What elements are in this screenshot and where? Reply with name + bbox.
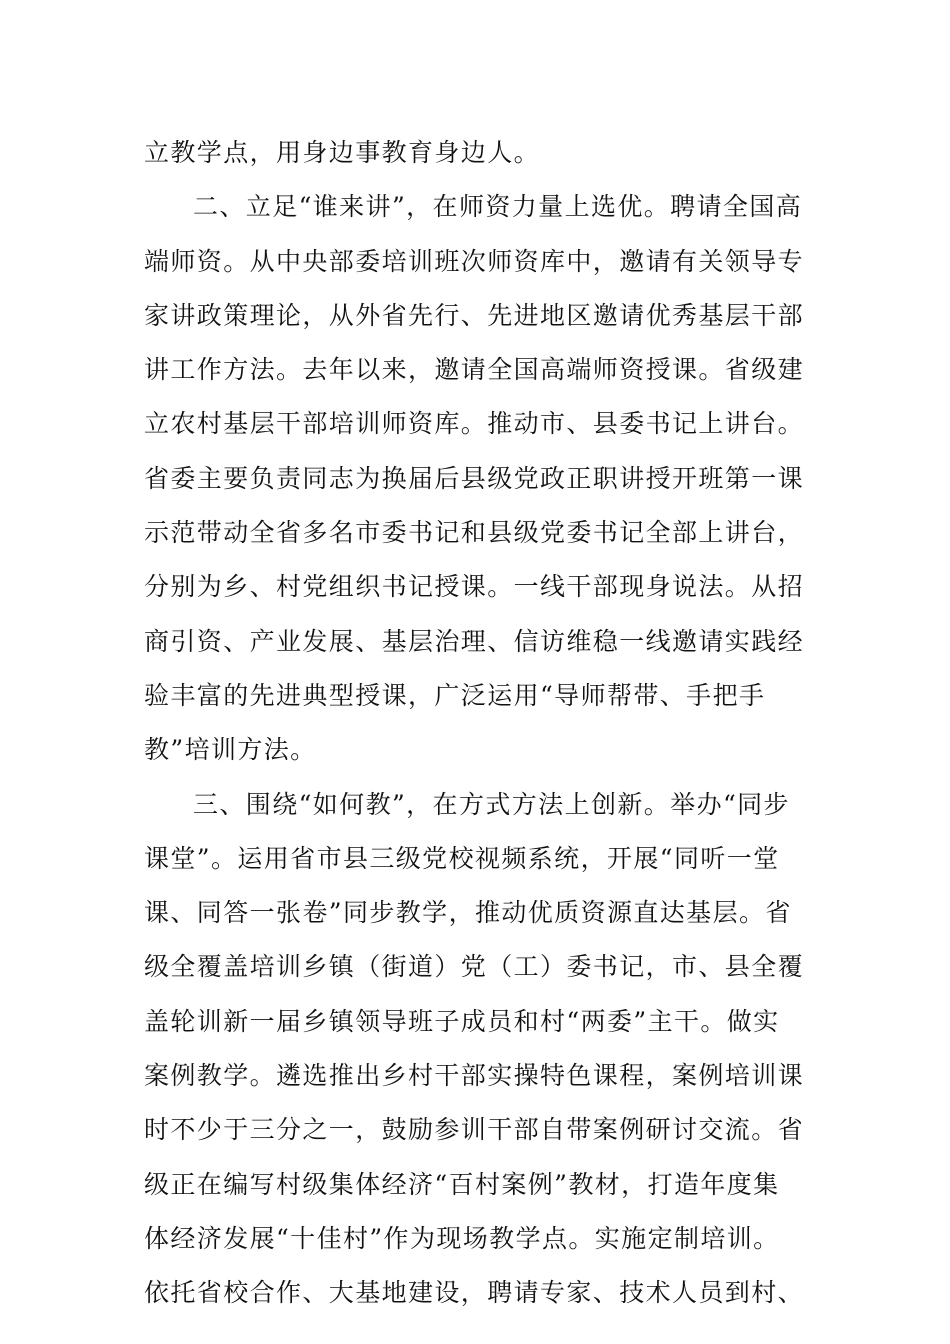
text-line: 课、同答一张卷”同步教学，推动优质资源直达基层。省 xyxy=(144,898,792,928)
text-line: 级全覆盖培训乡镇（街道）党（工）委书记，市、县全覆 xyxy=(144,952,805,982)
text-line: 家讲政策理论，从外省先行、先进地区邀请优秀基层干部 xyxy=(144,300,805,330)
text-line: 立农村基层干部培训师资库。推动市、县委书记上讲台。 xyxy=(144,409,805,439)
text-line: 省委主要负责同志为换届后县级党政正职讲授开班第一课 xyxy=(144,463,805,493)
body-text xyxy=(144,126,814,1321)
text-line: 级正在编写村级集体经济“百村案例”教材，打造年度集 xyxy=(144,1169,780,1199)
text-line: 商引资、产业发展、基层治理、信访维稳一线邀请实践经 xyxy=(144,626,805,656)
paragraph-2-start: 二、立足“谁来讲”，在师资力量上选优。聘请全国高 xyxy=(193,192,803,222)
paragraph-3-start: 三、围绕“如何教”，在方式方法上创新。举办“同步 xyxy=(193,789,790,819)
text-line: 分别为乡、村党组织书记授课。一线干部现身说法。从招 xyxy=(144,572,805,602)
text-line: 案例教学。遴选推出乡村干部实操特色课程，案例培训课 xyxy=(144,1061,805,1091)
text-line: 课堂”。运用省市县三级党校视频系统，开展“同听一堂 xyxy=(144,843,780,873)
text-line: 时不少于三分之一，鼓励参训干部自带案例研讨交流。省 xyxy=(144,1115,805,1145)
text-line: 端师资。从中央部委培训班次师资库中，邀请有关领导专 xyxy=(144,246,805,276)
text-line: 体经济发展“十佳村”作为现场教学点。实施定制培训。 xyxy=(144,1223,780,1253)
text-line: 讲工作方法。去年以来，邀请全国高端师资授课。省级建 xyxy=(144,355,805,385)
text-line: 依托省校合作、大基地建设，聘请专家、技术人员到村、 xyxy=(144,1278,805,1308)
text-line: 立教学点，用身边事教育身边人。 xyxy=(144,138,541,167)
text-line: 验丰富的先进典型授课，广泛运用“导师帮带、手把手 xyxy=(144,680,766,710)
text-line: 盖轮训新一届乡镇领导班子成员和村“两委”主干。做实 xyxy=(144,1006,780,1036)
text-line: 示范带动全省多名市委书记和县级党委书记全部上讲台， xyxy=(144,518,805,548)
text-line: 教”培训方法。 xyxy=(144,735,317,765)
